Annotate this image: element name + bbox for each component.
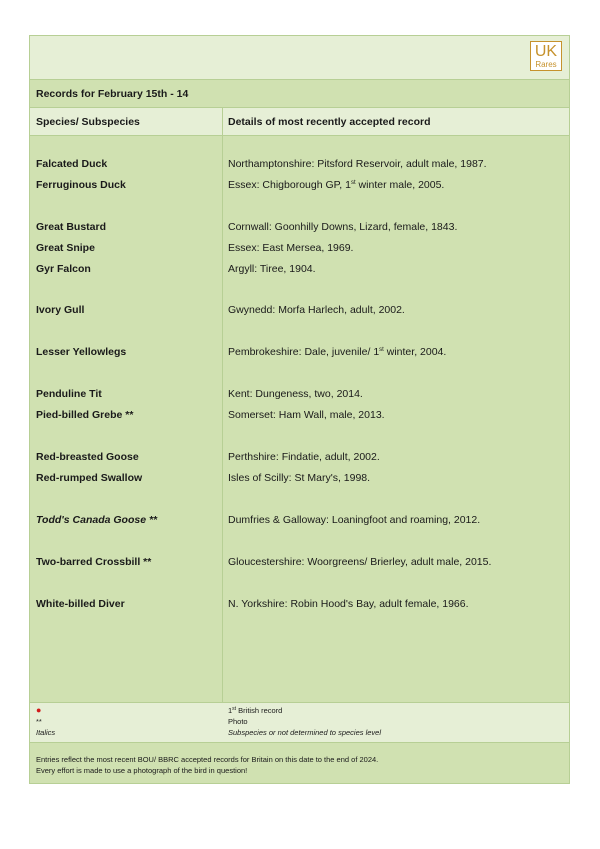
- table-row: [30, 408, 569, 422]
- details-text: Essex: Chigborough GP, 1: [228, 179, 351, 191]
- photo-stars-symbol: **: [36, 717, 42, 726]
- species-name: Red-breasted Goose: [36, 451, 139, 463]
- footnotes: [36, 754, 378, 776]
- table-row: [30, 450, 569, 464]
- legend-text: 1: [228, 706, 233, 715]
- species-name: Lesser Yellowlegs: [36, 346, 127, 358]
- footnote-line: Entries reflect the most recent BOU/ BBRC accepted records for Britain on this date to the end of 2024.: [36, 755, 379, 764]
- record-details: Argyll: Tiree, 1904.: [228, 263, 316, 275]
- table-row: [30, 303, 569, 317]
- record-details: Dumfries & Galloway: Loaningfoot and roaming, 2012.: [228, 514, 481, 526]
- table-row: [30, 262, 569, 276]
- ordinal-suffix: st: [232, 706, 237, 712]
- species-name: Pied-billed Grebe **: [36, 409, 134, 421]
- species-name: Great Bustard: [36, 221, 107, 233]
- species-name: White-billed Diver: [36, 598, 125, 610]
- species-name: Great Snipe: [36, 242, 95, 254]
- record-details: [228, 345, 446, 359]
- table-row: [30, 555, 569, 569]
- table-row: [30, 178, 569, 192]
- table-row: [30, 157, 569, 171]
- logo-uk-text: UK: [534, 43, 558, 60]
- record-details: Cornwall: Goonhilly Downs, Lizard, female, 1843.: [228, 221, 458, 233]
- table-row: [30, 513, 569, 527]
- table-row: [30, 220, 569, 234]
- logo-rares-text: Rares: [535, 60, 557, 69]
- details-column-header: Details of most recently accepted record: [228, 116, 431, 128]
- record-details: [228, 178, 444, 192]
- details-text: Pembrokeshire: Dale, juvenile/ 1: [228, 346, 380, 358]
- details-text: winter, 2004.: [383, 346, 447, 358]
- subspecies-legend: Subspecies or not determined to species level: [228, 728, 382, 737]
- species-name: Todd's Canada Goose **: [36, 514, 158, 526]
- first-record-legend: [228, 706, 282, 715]
- ordinal-suffix: st: [379, 347, 384, 353]
- species-name: Ivory Gull: [36, 304, 85, 316]
- species-name: Two-barred Crossbill **: [36, 556, 152, 568]
- table-row: [30, 387, 569, 401]
- species-name: Gyr Falcon: [36, 263, 91, 275]
- table-row: [30, 345, 569, 359]
- table-row: [30, 241, 569, 255]
- first-record-dot-icon: ●: [36, 705, 42, 715]
- record-details: Gloucestershire: Woorgreens/ Brierley, adult male, 2015.: [228, 556, 492, 568]
- record-details: Gwynedd: Morfa Harlech, adult, 2002.: [228, 304, 405, 316]
- species-column-header: Species/ Subspecies: [36, 116, 140, 128]
- species-name: Red-rumped Swallow: [36, 472, 143, 484]
- record-details: N. Yorkshire: Robin Hood's Bay, adult female, 1966.: [228, 598, 469, 610]
- legend-text: British record: [236, 706, 283, 715]
- page-title: Records for February 15th - 14: [36, 88, 189, 100]
- uk-rares-logo: [530, 41, 562, 71]
- column-divider: [222, 108, 223, 741]
- species-name: Falcated Duck: [36, 158, 108, 170]
- title-bar: [30, 80, 569, 108]
- ordinal-suffix: st: [350, 180, 356, 186]
- italics-label: Italics: [36, 728, 56, 737]
- records-sheet: [29, 35, 570, 784]
- record-details: Somerset: Ham Wall, male, 2013.: [228, 409, 385, 421]
- record-details: Kent: Dungeness, two, 2014.: [228, 388, 363, 400]
- table-row: [30, 471, 569, 485]
- logo-bar: [30, 36, 569, 80]
- footnote-line: Every effort is made to use a photograph of the bird in question!: [36, 766, 248, 775]
- record-details: Isles of Scilly: St Mary's, 1998.: [228, 472, 371, 484]
- table-header: [30, 108, 569, 136]
- legend: [30, 702, 569, 743]
- species-name: Penduline Tit: [36, 388, 102, 400]
- record-details: Essex: East Mersea, 1969.: [228, 242, 354, 254]
- species-name: Ferruginous Duck: [36, 179, 126, 191]
- table-row: [30, 597, 569, 611]
- photo-legend: Photo: [228, 717, 248, 726]
- record-details: Perthshire: Findatie, adult, 2002.: [228, 451, 380, 463]
- record-details: Northamptonshire: Pitsford Reservoir, adult male, 1987.: [228, 158, 487, 170]
- details-text: winter male, 2005.: [355, 179, 445, 191]
